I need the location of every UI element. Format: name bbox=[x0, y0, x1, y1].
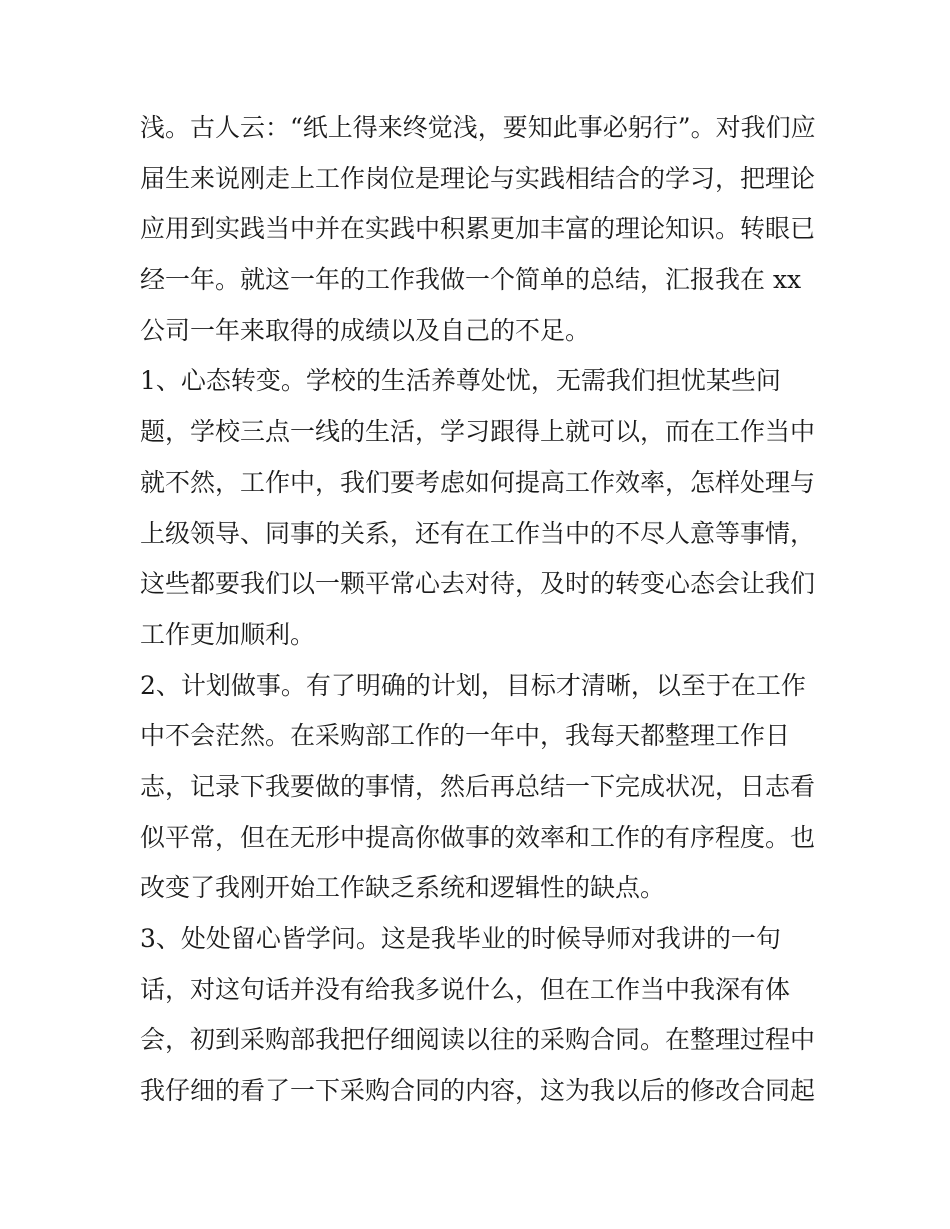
text-line: 2、计划做事。有了明确的计划，目标才清晰，以至于在工作 bbox=[140, 670, 806, 700]
text-line: 工作更加顺利。 bbox=[140, 619, 316, 649]
text-line: 会，初到采购部我把仔细阅读以往的采购合同。在整理过程中 bbox=[140, 1025, 816, 1055]
text-line: 似平常，但在无形中提高你做事的效率和工作的有序程度。也 bbox=[140, 822, 816, 852]
text-line: 志，记录下我要做的事情，然后再总结一下完成状况，日志看 bbox=[140, 771, 816, 801]
text-line: 改变了我刚开始工作缺乏系统和逻辑性的缺点。 bbox=[140, 873, 666, 903]
text-line: 1、心态转变。学校的生活养尊处忧，无需我们担忧某些问 bbox=[140, 366, 781, 396]
text-line: 中不会茫然。在采购部工作的一年中，我每天都整理工作日 bbox=[140, 721, 791, 751]
text-line: 应用到实践当中并在实践中积累更加丰富的理论知识。转眼已 bbox=[140, 214, 816, 244]
text-line: 题，学校三点一线的生活，学习跟得上就可以，而在工作当中 bbox=[140, 417, 816, 447]
text-line: 上级领导、同事的关系，还有在工作当中的不尽人意等事情， bbox=[140, 518, 816, 548]
document-body bbox=[140, 103, 830, 1117]
text-line: 经一年。就这一年的工作我做一个简单的总结，汇报我在 xx bbox=[140, 265, 802, 295]
text-line: 话，对这句话并没有给我多说什么，但在工作当中我深有体 bbox=[140, 974, 791, 1004]
text-line: 浅。古人云：“纸上得来终觉浅，要知此事必躬行”。对我们应 bbox=[140, 113, 816, 142]
text-line: 3、处处留心皆学问。这是我毕业的时候导师对我讲的一句 bbox=[140, 924, 781, 953]
text-line: 就不然，工作中，我们要考虑如何提高工作效率，怎样处理与 bbox=[140, 467, 816, 497]
text-line: 公司一年来取得的成绩以及自己的不足。 bbox=[140, 315, 591, 345]
text-line: 届生来说刚走上工作岗位是理论与实践相结合的学习，把理论 bbox=[140, 163, 816, 193]
text-line: 我仔细的看了一下采购合同的内容，这为我以后的修改合同起 bbox=[140, 1076, 816, 1106]
text-line: 这些都要我们以一颗平常心去对待，及时的转变心态会让我们 bbox=[140, 569, 816, 599]
